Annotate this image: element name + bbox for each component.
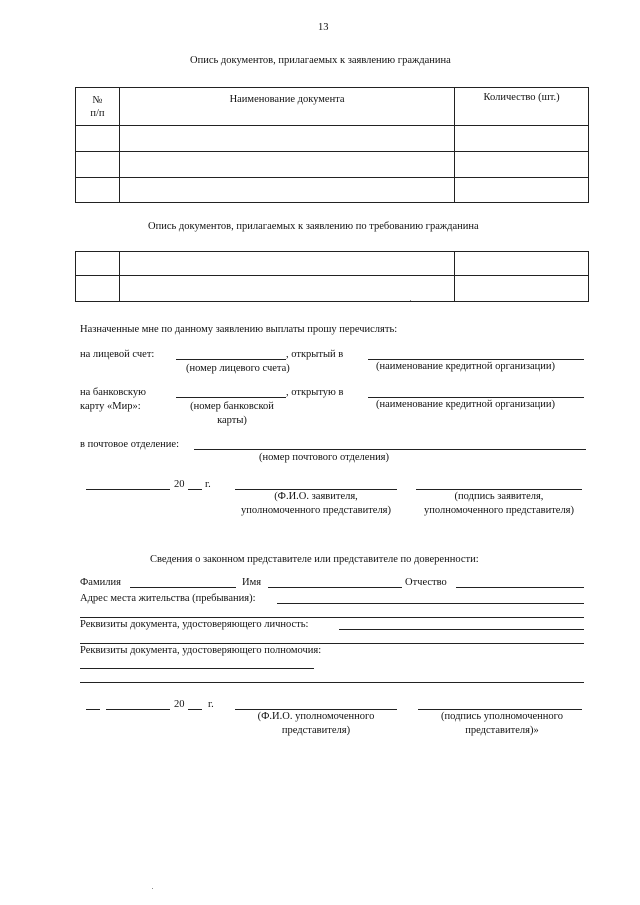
- applicant-signature-field[interactable]: [416, 489, 582, 490]
- address-field-continued[interactable]: [80, 617, 584, 618]
- column-header-name: Наименование документа: [119, 88, 454, 126]
- account-number-field[interactable]: [176, 359, 286, 360]
- column-header-quantity: Количество (шт.): [455, 88, 589, 126]
- card-bank-hint: (наименование кредитной организации): [376, 399, 555, 410]
- name-label: Имя: [242, 577, 262, 588]
- representative-name-field[interactable]: [235, 709, 397, 710]
- year-suffix: г.: [205, 479, 211, 490]
- rep-date-month-field[interactable]: [106, 709, 170, 710]
- page-number: 13: [318, 22, 329, 33]
- patronymic-field[interactable]: [456, 587, 584, 588]
- representative-title: Сведения о законном представителе или представителе по доверенности:: [150, 554, 479, 565]
- representative-signature-hint-line1: (подпись уполномоченного: [441, 711, 563, 722]
- account-label: на лицевой счет:: [80, 349, 155, 360]
- power-document-field[interactable]: [80, 668, 314, 669]
- table-row: [76, 252, 589, 276]
- table-row: [76, 152, 589, 178]
- opened-to-label: , открытую в: [286, 387, 344, 398]
- payment-intro: Назначенные мне по данному заявлению выплаты прошу перечислять:: [80, 324, 398, 335]
- post-office-hint: (номер почтового отделения): [259, 452, 390, 463]
- card-bank-name-field[interactable]: [368, 397, 584, 398]
- inventory-request-table: [75, 251, 589, 302]
- patronymic-label: Отчество: [405, 577, 447, 588]
- applicant-name-hint-line1: (Ф.И.О. заявителя,: [274, 491, 358, 502]
- date-year-field[interactable]: [188, 489, 202, 490]
- card-label-line2: карту «Мир»:: [80, 401, 141, 412]
- card-hint-line1: (номер банковской: [190, 401, 274, 412]
- inventory-table: [75, 87, 589, 203]
- table-row: [76, 276, 589, 302]
- address-field[interactable]: [277, 603, 584, 604]
- scan-speck: [410, 300, 411, 301]
- surname-field[interactable]: [130, 587, 236, 588]
- card-number-field[interactable]: [176, 397, 286, 398]
- representative-name-hint-line2: представителя): [281, 725, 351, 736]
- id-document-field[interactable]: [339, 629, 584, 630]
- table-row: [76, 178, 589, 203]
- power-document-label: Реквизиты документа, удостоверяющего полномочия:: [80, 645, 322, 656]
- applicant-signature-hint-line2: уполномоченного представителя): [423, 505, 575, 516]
- post-office-field[interactable]: [194, 449, 586, 450]
- applicant-name-hint-line2: уполномоченного представителя): [240, 505, 392, 516]
- name-field[interactable]: [268, 587, 402, 588]
- table-header-row: [76, 88, 589, 126]
- rep-date-year-field[interactable]: [188, 709, 202, 710]
- id-document-field-continued[interactable]: [80, 643, 584, 644]
- applicant-signature-hint-line1: (подпись заявителя,: [454, 491, 544, 502]
- inventory-request-title: Опись документов, прилагаемых к заявлению по требованию гражданина: [148, 221, 479, 232]
- inventory-title: Опись документов, прилагаемых к заявлению гражданина: [190, 55, 451, 66]
- date-day-month-field[interactable]: [86, 489, 170, 490]
- table-row: [76, 126, 589, 152]
- column-header-number: № п/п: [76, 88, 120, 126]
- account-hint: (номер лицевого счета): [186, 363, 290, 374]
- representative-signature-field[interactable]: [418, 709, 582, 710]
- rep-year-prefix: 20: [174, 699, 185, 710]
- card-hint-line2: карты): [217, 415, 247, 426]
- address-label: Адрес места жительства (пребывания):: [80, 593, 256, 604]
- power-document-field-continued[interactable]: [80, 682, 584, 683]
- representative-name-hint-line1: (Ф.И.О. уполномоченного: [257, 711, 375, 722]
- representative-signature-hint-line2: представителя)»: [465, 725, 539, 736]
- year-prefix: 20: [174, 479, 185, 490]
- surname-label: Фамилия: [80, 577, 121, 588]
- opened-in-label: , открытый в: [286, 349, 344, 360]
- scan-speck: [152, 888, 153, 889]
- rep-year-suffix: г.: [208, 699, 214, 710]
- id-document-label: Реквизиты документа, удостоверяющего личность:: [80, 619, 309, 630]
- card-label-line1: на банковскую: [80, 387, 146, 398]
- bank-name-field[interactable]: [368, 359, 584, 360]
- applicant-name-field[interactable]: [235, 489, 397, 490]
- bank-hint: (наименование кредитной организации): [376, 361, 555, 372]
- post-office-label: в почтовое отделение:: [80, 439, 179, 450]
- rep-date-day-field[interactable]: [86, 709, 100, 710]
